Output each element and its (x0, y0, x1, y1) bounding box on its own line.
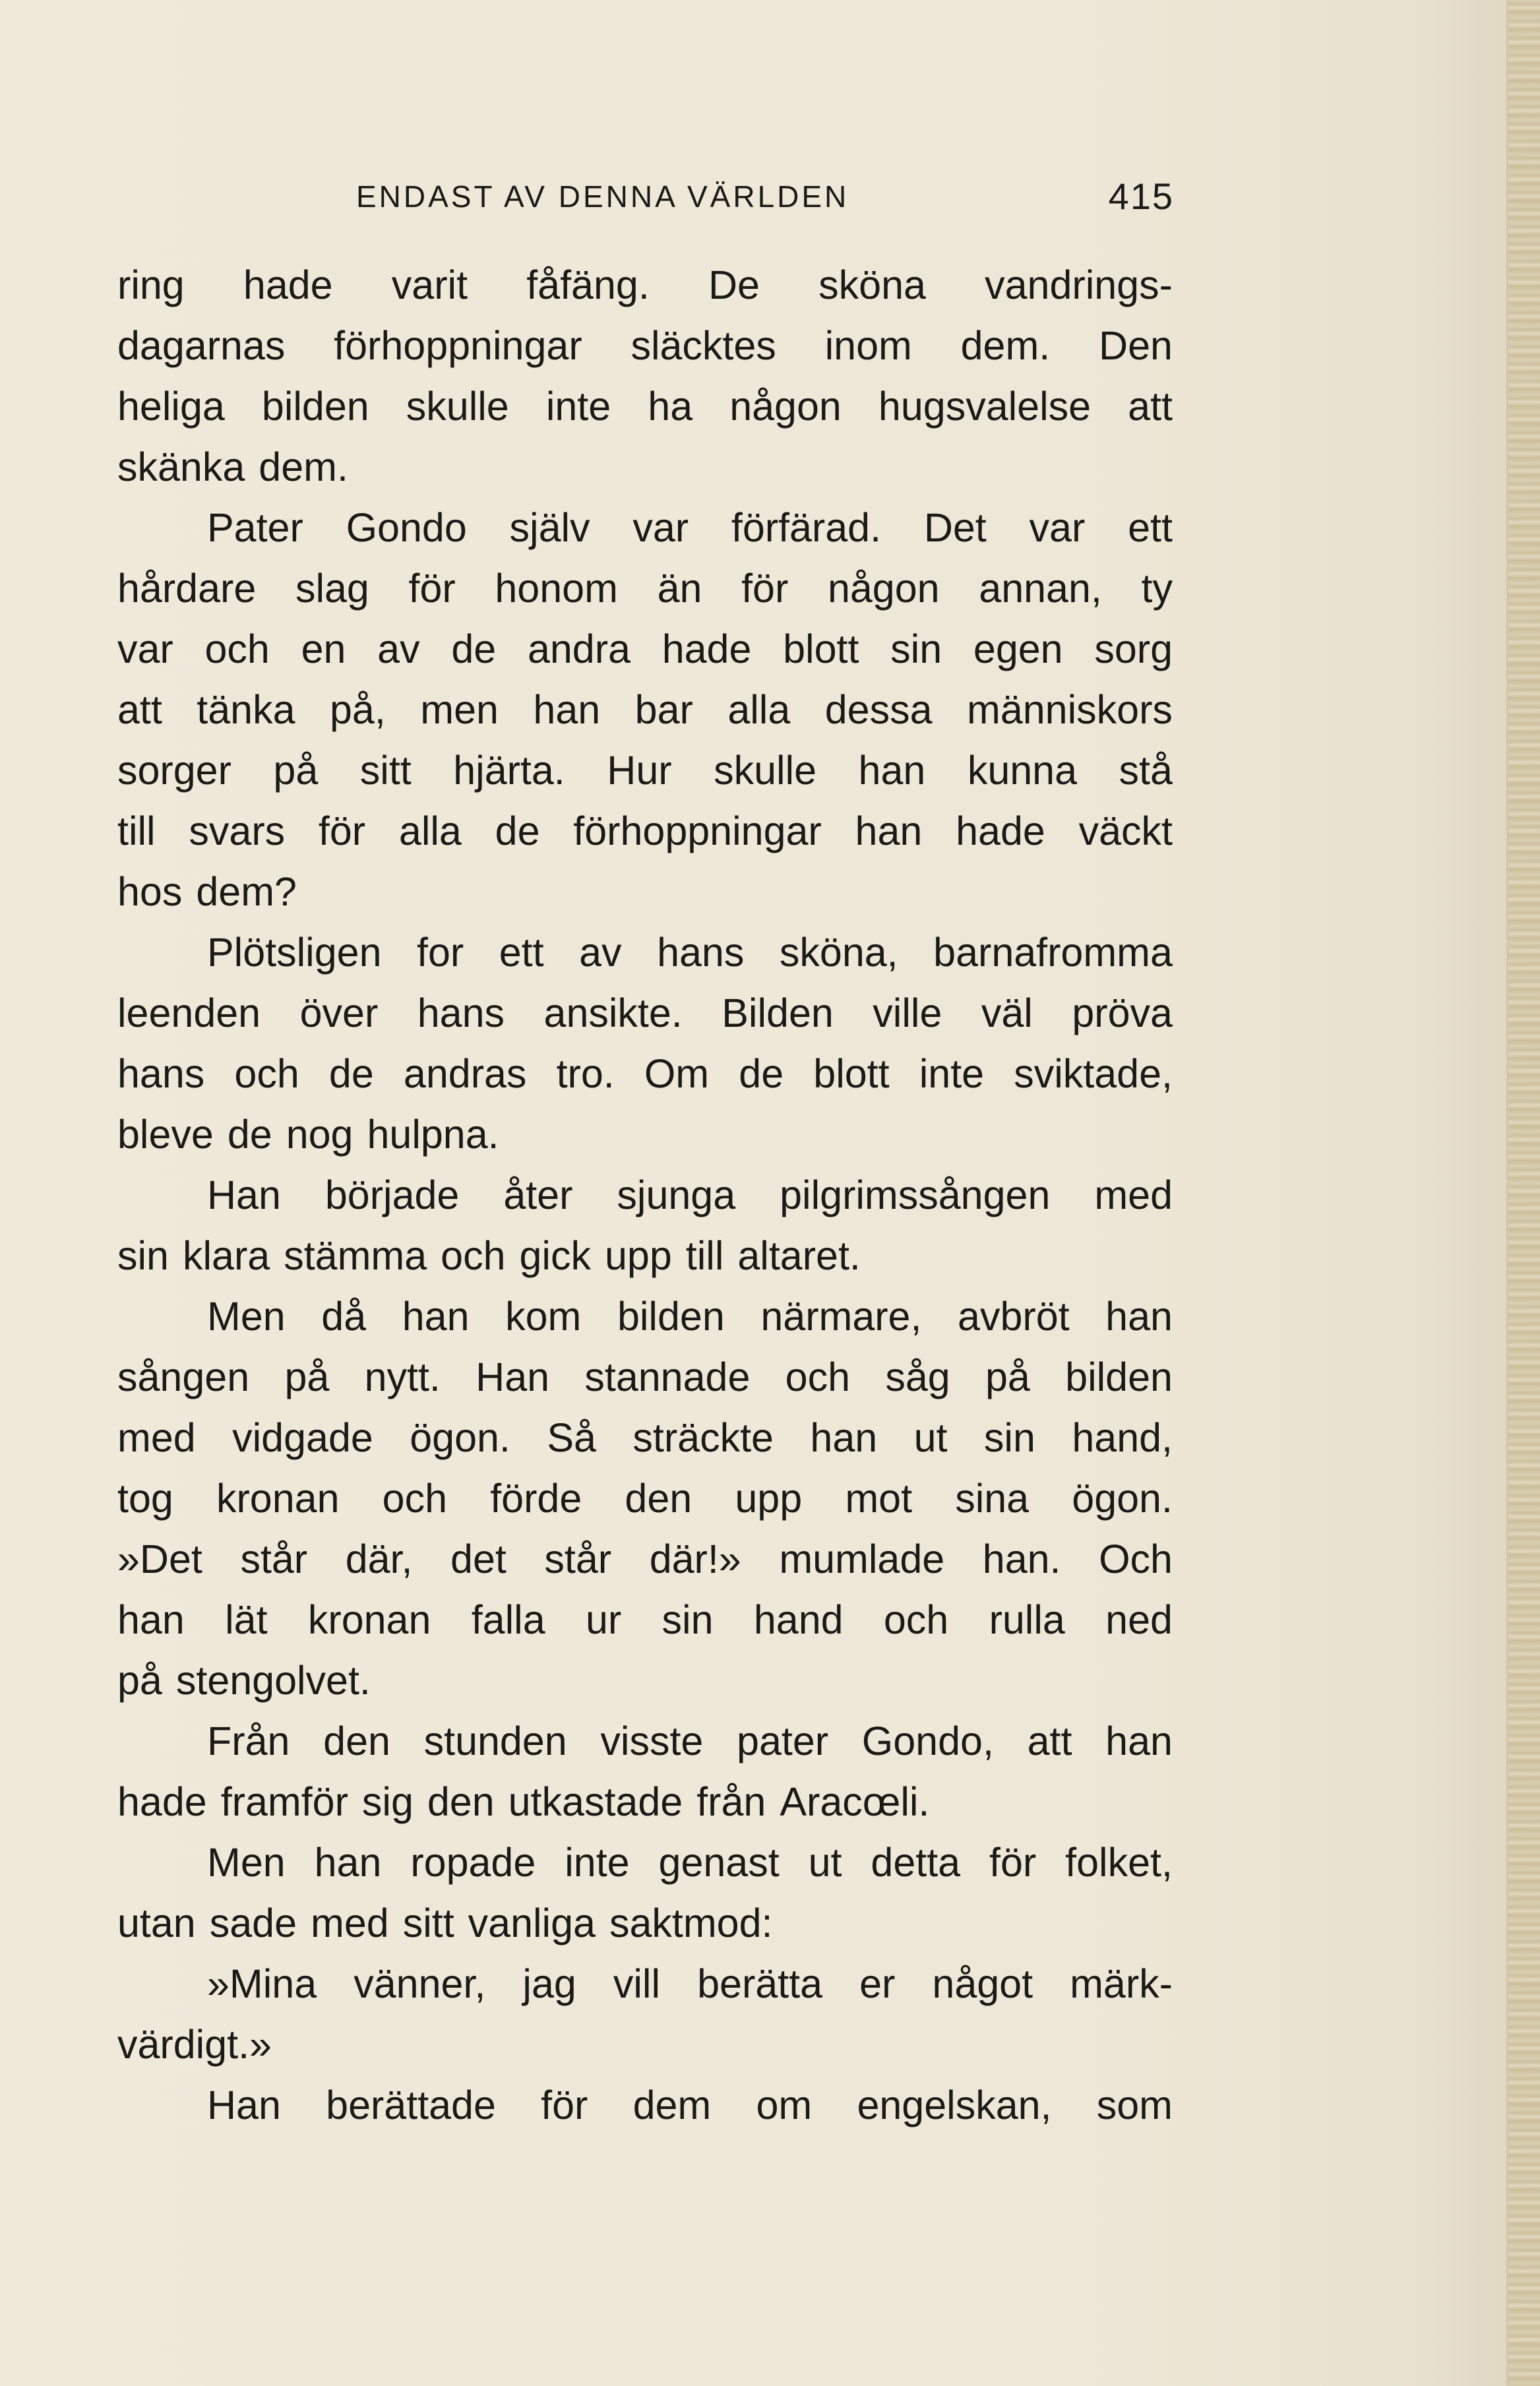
word: för (741, 566, 789, 611)
word: tro. (556, 1051, 615, 1096)
word: på (284, 1355, 330, 1399)
text-line (117, 1650, 1173, 1711)
word: Så (547, 1415, 596, 1460)
word: själv (509, 505, 590, 550)
word: andras (403, 1051, 527, 1096)
word: dagarnas (117, 323, 286, 368)
text-line (117, 497, 1173, 558)
word: dem. (960, 323, 1051, 368)
word: märk- (1070, 1961, 1173, 2006)
word: hulpna. (367, 1112, 499, 1157)
word: Han (476, 1355, 550, 1399)
word: Bilden (722, 991, 834, 1035)
word: dem. (259, 444, 348, 489)
word: sorger (117, 748, 231, 793)
word: de (328, 1051, 374, 1096)
word: var (1029, 505, 1086, 550)
word: kom (505, 1294, 582, 1339)
word: ropade (410, 1840, 536, 1885)
word: hans (417, 991, 505, 1035)
word: sina (955, 1476, 1030, 1521)
word: där!» (649, 1537, 741, 1581)
text-line (117, 1832, 1173, 1893)
word: och (785, 1355, 851, 1399)
word: hans (117, 1051, 205, 1096)
word: sköna, (779, 930, 898, 975)
word: han (810, 1415, 878, 1460)
text-line (117, 437, 1173, 497)
word: sade (209, 1901, 297, 1945)
word: genast (658, 1840, 780, 1885)
word: hårdare (117, 566, 257, 611)
word: bar (634, 687, 693, 732)
word: Men (207, 1840, 286, 1885)
word: där, (345, 1537, 413, 1581)
text-line (117, 315, 1173, 376)
text-line (117, 558, 1173, 619)
word: berättade (326, 2083, 496, 2127)
word: av (579, 930, 622, 975)
word: Och (1099, 1537, 1173, 1581)
word: skulle (406, 384, 509, 429)
word: var (632, 505, 689, 550)
word: att (1128, 384, 1173, 429)
word: hand (753, 1597, 844, 1642)
text-line (117, 1347, 1173, 1407)
word: berätta (697, 1961, 823, 2006)
word: dem? (196, 869, 297, 914)
word: pilgrimssången (780, 1173, 1051, 1217)
word: hand, (1072, 1415, 1173, 1460)
word: för (541, 2083, 588, 2127)
word: honom (495, 566, 618, 611)
word: sorg (1094, 627, 1173, 671)
word: väckt (1078, 809, 1173, 853)
word: bilden (261, 384, 369, 429)
word: upp (735, 1476, 803, 1521)
word: Gondo, (861, 1719, 994, 1763)
word: falla (471, 1597, 545, 1642)
word: sitt (359, 748, 412, 793)
word: heliga (117, 384, 225, 429)
word: Pater (207, 505, 303, 550)
word: för (989, 1840, 1037, 1885)
word: ty (1141, 566, 1173, 611)
word: han (533, 687, 601, 732)
word: rulla (989, 1597, 1065, 1642)
word: upp (604, 1233, 672, 1278)
text-line (117, 679, 1173, 740)
word: släcktes (631, 323, 776, 368)
word: hjärta. (453, 748, 565, 793)
word: fåfäng. (526, 262, 650, 307)
word: andra (527, 627, 631, 671)
word: gick (519, 1233, 591, 1278)
word: väl (981, 991, 1033, 1035)
word: då (321, 1294, 367, 1339)
word: stämma (284, 1233, 427, 1278)
word: Han (207, 1173, 281, 1217)
word: men (420, 687, 499, 732)
word: utkastade (508, 1779, 683, 1824)
word: sin (890, 627, 942, 671)
word: sin (662, 1597, 714, 1642)
word: vidgade (232, 1415, 373, 1460)
word: något (932, 1961, 1033, 2006)
word: på (273, 748, 319, 793)
text-line (117, 376, 1173, 437)
word: förde (490, 1476, 582, 1521)
word: dem (632, 2083, 712, 2127)
word: över (299, 991, 379, 1035)
word: stannade (584, 1355, 751, 1399)
word: började (324, 1173, 460, 1217)
word: detta (871, 1840, 961, 1885)
word: Men (207, 1294, 286, 1339)
word: till (685, 1233, 724, 1278)
word: avbröt (958, 1294, 1070, 1339)
word: bleve (117, 1112, 214, 1157)
word: »Mina (207, 1961, 317, 2006)
word: sjunga (617, 1173, 736, 1217)
word: förhoppningar (334, 323, 582, 368)
word: den (625, 1476, 693, 1521)
word: ned (1105, 1597, 1173, 1642)
word: jag (522, 1961, 576, 2006)
word: ett (1128, 505, 1173, 550)
word: nytt. (364, 1355, 441, 1399)
word: saktmod: (609, 1901, 773, 1945)
text-line (117, 1711, 1173, 1771)
word: på (117, 1658, 162, 1703)
word: står (240, 1537, 308, 1581)
word: ut (808, 1840, 842, 1885)
word: inom (824, 323, 912, 368)
word: hade (662, 627, 752, 671)
word: åter (503, 1173, 573, 1217)
word: blott (783, 627, 859, 671)
word: svars (189, 809, 286, 853)
word: värdigt.» (117, 2022, 272, 2067)
text-line (117, 1589, 1173, 1650)
word: än (657, 566, 702, 611)
word: han (858, 748, 926, 793)
word: engelskan, (857, 2083, 1052, 2127)
word: sin (117, 1233, 169, 1278)
word: egen (973, 627, 1063, 671)
word: någon (827, 566, 940, 611)
word: står (544, 1537, 612, 1581)
text-line (117, 861, 1173, 922)
text-line (117, 1468, 1173, 1529)
word: att (117, 687, 162, 732)
word: visste (600, 1719, 704, 1763)
word: de (451, 627, 497, 671)
word: mot (845, 1476, 913, 1521)
word: någon (729, 384, 842, 429)
word: med (1094, 1173, 1173, 1217)
word: bilden (1065, 1355, 1173, 1399)
text-line (117, 1953, 1173, 2014)
word: för (408, 566, 456, 611)
word: inte (565, 1840, 630, 1885)
word: den (323, 1719, 390, 1763)
word: ögon. (1072, 1476, 1173, 1521)
text-line (117, 619, 1173, 679)
word: ögon. (410, 1415, 510, 1460)
word: slag (295, 566, 369, 611)
word: Det (923, 505, 987, 550)
word: vandrings- (985, 262, 1173, 307)
word: till (117, 809, 156, 853)
word: att (1027, 1719, 1072, 1763)
word: mumlade (779, 1537, 945, 1581)
text-line (117, 1165, 1173, 1225)
word: pröva (1072, 991, 1173, 1035)
text-line (117, 1771, 1173, 1832)
word: förhoppningar (573, 809, 822, 853)
word: stå (1119, 748, 1173, 793)
word: tog (117, 1476, 173, 1521)
text-line (117, 983, 1173, 1043)
word: hugsvalelse (878, 384, 1092, 429)
word: tänka (197, 687, 295, 732)
word: sitt (402, 1901, 454, 1945)
word: De (708, 262, 760, 307)
word: alla (727, 687, 791, 732)
word: såg (885, 1355, 950, 1399)
word: ut (913, 1415, 948, 1460)
word: ett (499, 930, 544, 975)
word: »Det (117, 1537, 202, 1581)
text-line (117, 1529, 1173, 1589)
text-line (117, 2075, 1173, 2135)
word: hans (657, 930, 745, 975)
word: sin (983, 1415, 1035, 1460)
word: och (382, 1476, 448, 1521)
word: sig (361, 1779, 414, 1824)
word: Han (207, 2083, 281, 2127)
word: för (318, 809, 366, 853)
word: en (301, 627, 346, 671)
word: hade (243, 262, 333, 307)
word: Från (207, 1719, 290, 1763)
word: från (696, 1779, 766, 1824)
word: och (234, 1051, 299, 1096)
word: med (311, 1901, 389, 1945)
word: blott (813, 1051, 890, 1096)
word: han (1105, 1719, 1173, 1763)
word: och (883, 1597, 949, 1642)
word: vänner, (354, 1961, 486, 2006)
word: han. (982, 1537, 1061, 1581)
text-line (117, 801, 1173, 861)
word: kronan (216, 1476, 340, 1521)
text-line (117, 922, 1173, 983)
word: ansikte. (543, 991, 683, 1035)
word: dessa (824, 687, 933, 732)
word: kronan (307, 1597, 431, 1642)
word: vanliga (468, 1901, 596, 1945)
text-line (117, 740, 1173, 801)
word: alla (398, 809, 462, 853)
word: de (495, 809, 540, 853)
running-header (356, 170, 1174, 223)
running-title: ENDAST AV DENNA VÄRLDEN (356, 179, 849, 214)
word: sträckte (632, 1415, 774, 1460)
word: Den (1099, 323, 1173, 368)
page-number: 415 (1108, 175, 1174, 217)
word: folket, (1065, 1840, 1173, 1885)
word: och (441, 1233, 506, 1278)
word: på, (330, 687, 386, 732)
text-line (117, 1286, 1173, 1347)
body-text (117, 255, 1173, 2135)
word: det (450, 1537, 507, 1581)
word: hos (117, 869, 183, 914)
word: stunden (423, 1719, 567, 1763)
word: vill (613, 1961, 661, 2006)
text-line (117, 255, 1173, 315)
word: han (402, 1294, 470, 1339)
word: ring (117, 262, 185, 307)
word: och (204, 627, 270, 671)
word: annan, (979, 566, 1102, 611)
word: förfärad. (731, 505, 882, 550)
word: Aracœli. (780, 1779, 930, 1824)
word: nog (286, 1112, 354, 1157)
word: var (117, 627, 173, 671)
word: på (985, 1355, 1030, 1399)
text-line (117, 1893, 1173, 1953)
word: pater (737, 1719, 829, 1763)
word: barnafromma (933, 930, 1173, 975)
word: den (427, 1779, 495, 1824)
text-line (117, 1407, 1173, 1468)
text-line (117, 1104, 1173, 1165)
word: altaret. (737, 1233, 861, 1278)
word: ur (585, 1597, 622, 1642)
word: inte (919, 1051, 985, 1096)
word: Hur (607, 748, 672, 793)
word: sången (117, 1355, 250, 1399)
word: hade (956, 809, 1045, 853)
word: framför (220, 1779, 348, 1824)
word: bilden (617, 1294, 725, 1339)
word: han (117, 1597, 185, 1642)
word: Plötsligen (207, 930, 382, 975)
word: stengolvet. (175, 1658, 371, 1703)
word: Gondo (346, 505, 467, 550)
word: lät (225, 1597, 268, 1642)
word: skänka (117, 444, 245, 489)
word: de (739, 1051, 784, 1096)
word: ha (648, 384, 693, 429)
word: människors (967, 687, 1173, 732)
word: inte (545, 384, 611, 429)
word: de (227, 1112, 272, 1157)
text-line (117, 1043, 1173, 1104)
word: sviktade, (1014, 1051, 1173, 1096)
word: han (314, 1840, 382, 1885)
word: han (855, 809, 923, 853)
word: han (1105, 1294, 1173, 1339)
page-edge (1508, 0, 1540, 2386)
word: klara (182, 1233, 270, 1278)
text-line (117, 2014, 1173, 2075)
word: som (1096, 2083, 1173, 2127)
word: om (756, 2083, 813, 2127)
word: for (417, 930, 464, 975)
word: sköna (818, 262, 926, 307)
word: er (859, 1961, 896, 2006)
word: skulle (714, 748, 817, 793)
word: närmare, (760, 1294, 922, 1339)
word: leenden (117, 991, 261, 1035)
word: ville (873, 991, 942, 1035)
word: med (117, 1415, 196, 1460)
word: Om (644, 1051, 710, 1096)
word: av (377, 627, 420, 671)
word: hade (117, 1779, 207, 1824)
text-line (117, 1225, 1173, 1286)
word: varit (391, 262, 468, 307)
word: utan (117, 1901, 196, 1945)
word: kunna (967, 748, 1078, 793)
